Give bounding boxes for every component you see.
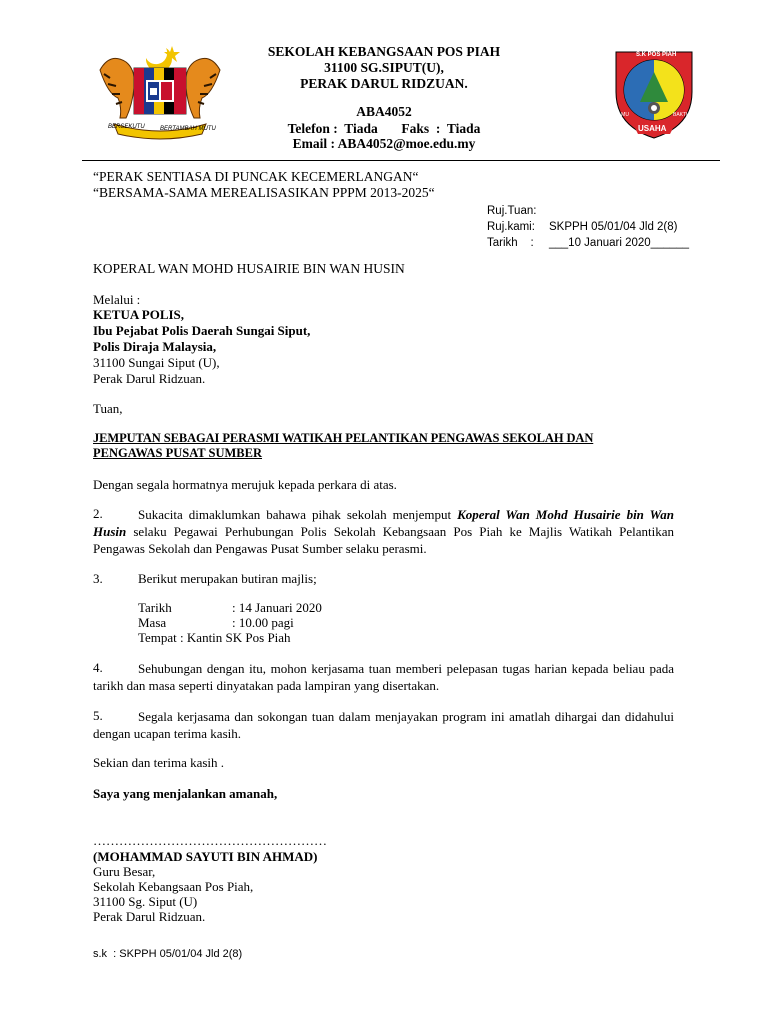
signatory-school: Sekolah Kebangsaan Pos Piah, <box>93 879 254 894</box>
detail-time-value: : 10.00 pagi <box>232 615 294 630</box>
para-3-number: 3. <box>93 571 103 586</box>
logo-left-text: ILMU <box>617 112 629 118</box>
para-2-text-pre: Sukacita dimaklumkan bahawa pihak sekolah menjemput <box>138 507 458 522</box>
logo-top-text: S.K POS PIAH <box>636 52 677 58</box>
recipient-address-2: Perak Darul Ridzuan. <box>93 371 206 386</box>
tarikh-value: ___10 Januari 2020______ <box>549 237 690 249</box>
recipient-title: KETUA POLIS, <box>93 307 185 322</box>
school-name: SEKOLAH KEBANGSAAN POS PIAH <box>267 44 501 59</box>
detail-date-value: : 14 Januari 2020 <box>232 600 322 615</box>
school-address-line2: PERAK DARUL RIDZUAN. <box>300 76 468 91</box>
ruj-tuan-label: Ruj.Tuan: <box>487 205 537 217</box>
subject-line-1: JEMPUTAN SEBAGAI PERASMI WATIKAH PELANTIKAN PENGAWAS SEKOLAH DAN <box>93 431 594 445</box>
logo-right-text: BAKTI <box>673 112 688 118</box>
tarikh-label: Tarikh : <box>487 237 534 249</box>
recipient-office: Ibu Pejabat Polis Daerah Sungai Siput, <box>93 323 311 338</box>
phone-fax: Telefon : Tiada Faks : Tiada <box>287 121 481 136</box>
ruj-kami-label: Ruj.kami: <box>487 221 535 233</box>
detail-time-label: Masa <box>138 615 167 630</box>
recipient-name: KOPERAL WAN MOHD HUSAIRIE BIN WAN HUSIN <box>93 261 405 276</box>
copy-reference: s.k : SKPPH 05/01/04 Jld 2(8) <box>93 948 243 960</box>
slogan-2: “BERSAMA-SAMA MEREALISASIKAN PPPM 2013-2025“ <box>93 185 435 200</box>
signatory-title: Guru Besar, <box>93 864 156 879</box>
signatory-address-2: Perak Darul Ridzuan. <box>93 909 206 924</box>
para-2-invitee: Koperal Wan Mohd Husairie bin Wan Husin <box>93 507 675 539</box>
opening-line: Dengan segala hormatnya merujuk kepada perkara di atas. <box>93 477 397 492</box>
ruj-kami-value: SKPPH 05/01/04 Jld 2(8) <box>549 221 678 233</box>
closing-line: Sekian dan terima kasih . <box>93 755 225 770</box>
via-label: Melalui : <box>93 292 141 307</box>
detail-venue: Tempat : Kantin SK Pos Piah <box>138 630 291 645</box>
salutation: Tuan, <box>93 401 123 416</box>
crest-motto-left: BERSEKUTU <box>108 124 145 130</box>
signature-dots: ……………………………………………… <box>93 833 327 848</box>
para-2-number: 2. <box>93 506 103 521</box>
para-2-text-post: selaku Pegawai Perhubungan Polis Sekolah Kebangsaan Pos Piah ke Majlis Watikah Pelantikan Pengawas Sekolah dan Pengawas Pusat Sumber selaku perasmi. <box>93 524 674 556</box>
signatory-address-1: 31100 Sg. Siput (U) <box>93 894 198 909</box>
amanah-line: Saya yang menjalankan amanah, <box>93 786 278 801</box>
recipient-org: Polis Diraja Malaysia, <box>93 339 217 354</box>
logo-bottom-text: USAHA <box>638 124 667 133</box>
header-divider <box>82 160 720 161</box>
crest-motto-right: BERTAMBAH MUTU <box>160 126 216 132</box>
para-4-text: Sehubungan dengan itu, mohon kerjasama tuan memberi pelepasan tugas harian kepada beliau pada tarikh dan masa seperti dinyatakan pada lampiran yang disertakan. <box>93 661 674 693</box>
subject-line-2: PENGAWAS PUSAT SUMBER <box>93 446 263 460</box>
slogan-1: “PERAK SENTIASA DI PUNCAK KECEMERLANGAN“ <box>93 169 419 184</box>
school-address-line1: 31100 SG.SIPUT(U), <box>324 60 444 75</box>
para-5-number: 5. <box>93 708 103 723</box>
para-3-text: Berikut merupakan butiran majlis; <box>138 571 317 586</box>
para-2 <box>93 506 674 557</box>
para-4-number: 4. <box>93 660 103 675</box>
detail-date-label: Tarikh <box>138 600 172 615</box>
signatory-name: (MOHAMMAD SAYUTI BIN AHMAD) <box>93 849 318 864</box>
para-5-text: Segala kerjasama dan sokongan tuan dalam menjayakan program ini amatlah dihargai dan didahului dengan ucapan terima kasih. <box>93 709 674 741</box>
recipient-address-1: 31100 Sungai Siput (U), <box>93 355 220 370</box>
school-email: Email : ABA4052@moe.edu.my <box>292 136 476 151</box>
school-code: ABA4052 <box>356 104 412 119</box>
